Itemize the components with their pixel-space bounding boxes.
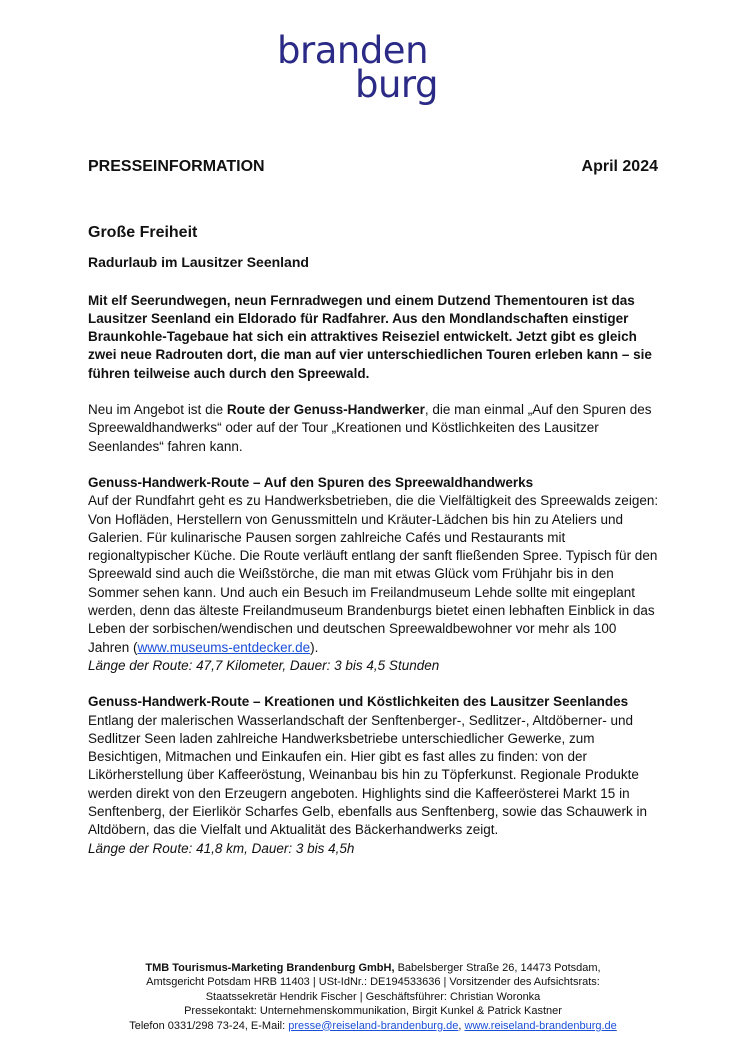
section-spreewald-body — [88, 492, 660, 657]
lead-paragraph: Mit elf Seerundwegen, neun Fernradwegen und einem Dutzend Thementouren ist das Lausitzer Seenland ein Eldorado für Radfahrer. Aus den Mondlandschaften einstiger Braunkohle-Tagebaue hat sich ein attraktives Reiseziel entwickelt. Jetzt gibt es gleich zwei neue Radrouten dort, die man auf vier unterschiedlichen Touren erleben kann – sie führen teilweise auch durch den Spreewald. — [88, 292, 652, 381]
footer-phone: Telefon 0331/298 73-24, E-Mail: — [129, 1019, 289, 1032]
footer-email-link[interactable]: presse@reiseland-brandenburg.de — [288, 1019, 459, 1032]
intro-before: Neu im Angebot ist die — [88, 402, 227, 418]
footer-website-link[interactable]: www.reiseland-brandenburg.de — [464, 1019, 617, 1032]
logo-line-1: branden — [277, 29, 429, 72]
footer-line-5 — [80, 1019, 666, 1033]
intro-paragraph — [88, 401, 660, 456]
section-seenland — [88, 693, 660, 858]
section-seenland-title: Genuss-Handwerk-Route – Kreationen und Köstlichkeiten des Lausitzer Seenlandes — [88, 694, 629, 710]
footer-address: Babelsberger Straße 26, 14473 Potsdam, — [394, 962, 601, 974]
section-spreewald-title: Genuss-Handwerk-Route – Auf den Spuren des Spreewaldhandwerks — [88, 474, 534, 490]
section-spreewald-text: Auf der Rundfahrt geht es zu Handwerksbetrieben, die die Vielfältigkeit des Spreewalds zeigen: Von Hofläden, Herstellern von Genussmitteln und Kräuter-Lädchen bis hin zu Ateliers und Galerien. Für kulinarische Pausen sorgen zahlreiche Cafés und Restaurants mit regionaltypischer Küche. Die Route verläuft entlang der sanft fließenden Spree. Typisch für den Spreewald sind auch die Weißstörche, die man mit etwas Glück vom Frühjahr bis in den Sommer sehen kann. Und auch ein Besuch im Freilandmuseum Lehde sollte mit eingeplant werden, denn das älteste Freilandmuseum Brandenburgs bietet einen lebhaften Einblick in das Leben der sorbischen/wendischen und deutschen Spreewaldbewohner vor mehr als 100 Jahren ( — [88, 493, 659, 655]
museum-link[interactable]: www.museums-entdecker.de — [137, 639, 311, 655]
footer-company: TMB Tourismus-Marketing Brandenburg GmbH, — [145, 962, 395, 974]
document-date: April 2024 — [581, 158, 658, 175]
section-spreewald — [88, 474, 660, 675]
page-title: Große Freiheit — [88, 224, 198, 241]
intro-route-name: Route der Genuss-Handwerker — [226, 402, 425, 418]
footer-line-2: Amtsgericht Potsdam HRB 11403 | USt-IdNr.: DE194533636 | Vorsitzender des Aufsichtsrats: — [146, 976, 600, 989]
section-spreewald-text-end: ). — [310, 639, 319, 655]
document-header — [88, 158, 658, 176]
intro-after: , die man einmal „Auf den Spuren des Spreewaldhandwerks“ oder auf der Tour „Kreationen und Köstlichkeiten des Lausitzer Seenlandes“ fahren kann. — [88, 402, 652, 454]
section-spreewald-length: Länge der Route: 47,7 Kilometer, Dauer: 3 bis 4,5 Stunden — [88, 657, 440, 673]
footer — [80, 961, 666, 1033]
document-body — [88, 224, 660, 876]
footer-line-1 — [80, 961, 666, 975]
section-seenland-length: Länge der Route: 41,8 km, Dauer: 3 bis 4,5h — [88, 840, 355, 856]
section-seenland-body: Entlang der malerischen Wasserlandschaft der Senftenberger-, Sedlitzer-, Altdöberner- und Sedlitzer Seen laden zahlreiche Handwerksbetriebe unterschiedlicher Gewerke, zum Besichtigen, Mitmachen und Einkaufen ein. Hier gibt es fast alles zu finden: von der Likörherstellung über Kaffeeröstung, Weinanbau bis hin zu Töpferkunst. Regionale Produkte werden direkt von den Erzeugern angeboten. Highlights sind die Kaffeerösterei Markt 15 in Senftenberg, der Eierlikör Scharfes Gelb, ebenfalls aus Senftenberg, sowie das Schauwerk in Altdöbern, das die Vielfalt und Aktualität des Bäckerhandwerks zeigt. — [88, 712, 648, 838]
page-subtitle: Radurlaub im Lausitzer Seenland — [88, 254, 309, 271]
brandenburg-logo — [277, 29, 477, 106]
logo-line-2: burg — [355, 63, 438, 106]
document-type-label: PRESSEINFORMATION — [88, 158, 265, 175]
footer-separator: , — [458, 1019, 465, 1032]
footer-line-3: Staatssekretär Hendrik Fischer | Geschäftsführer: Christian Woronka — [205, 990, 541, 1003]
footer-line-4: Pressekontakt: Unternehmenskommunikation, Birgit Kunkel & Patrick Kastner — [184, 1005, 562, 1018]
